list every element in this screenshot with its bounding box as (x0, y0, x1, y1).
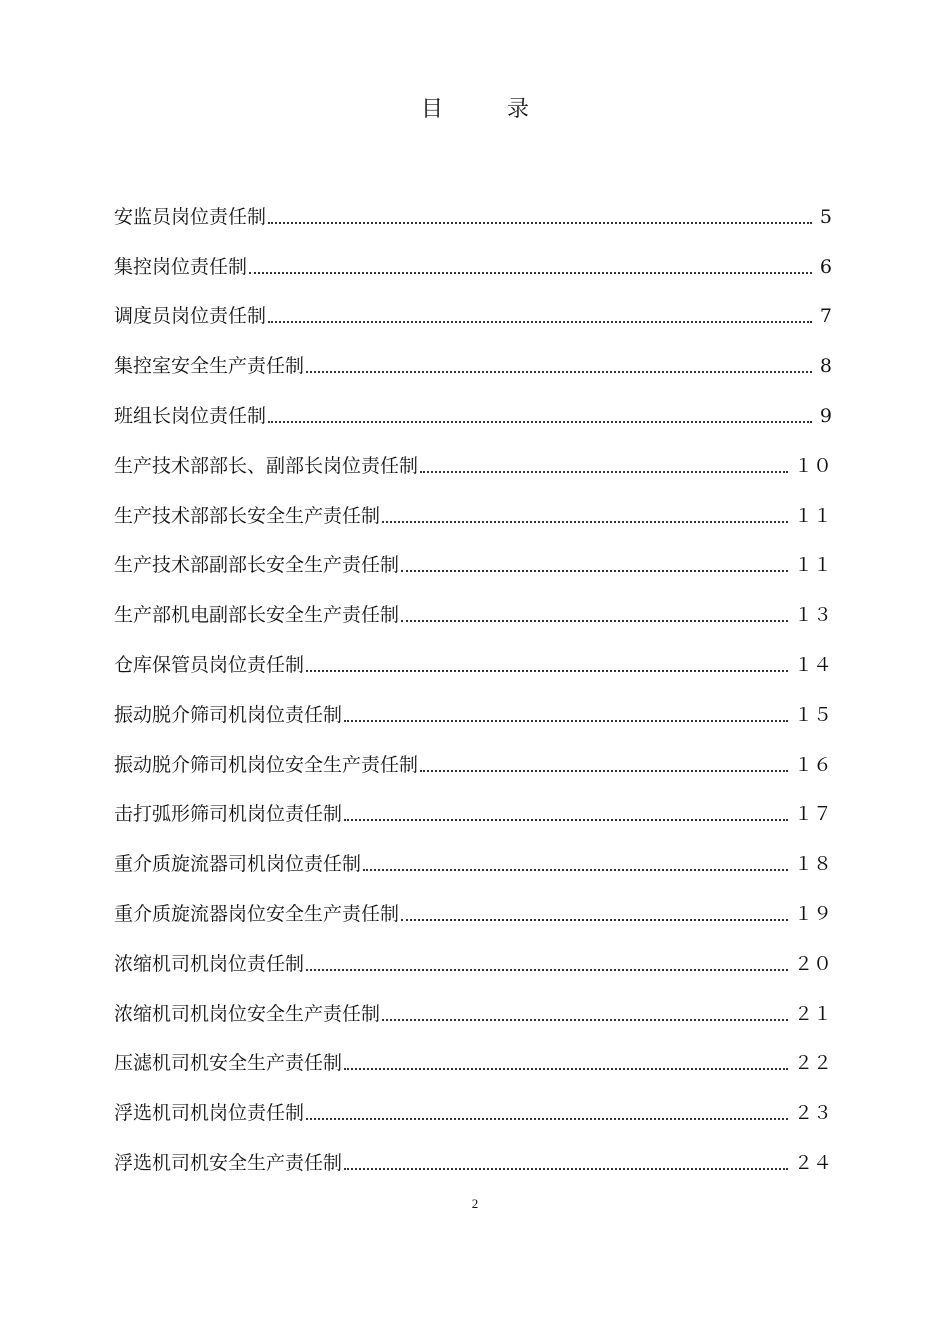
toc-entry[interactable] (114, 337, 832, 387)
toc-dot-leader (363, 869, 788, 871)
toc-entry-page-number: １０ (793, 454, 832, 477)
toc-entry[interactable] (114, 238, 832, 288)
toc-entry[interactable] (114, 188, 832, 238)
toc-entry-page-number: ２１ (793, 1002, 832, 1025)
toc-dot-leader (401, 919, 788, 921)
toc-entry-page-number: １１ (793, 504, 832, 527)
toc-entry-label: 调度员岗位责任制 (114, 305, 267, 328)
toc-entry[interactable] (114, 387, 832, 437)
toc-entry-page-number: ２３ (793, 1102, 832, 1125)
toc-entry-page-number: 5 (819, 205, 832, 228)
toc-entry[interactable] (114, 437, 832, 487)
toc-entry-label: 浮选机司机岗位责任制 (114, 1102, 305, 1125)
toc-entry-page-number: １８ (793, 853, 832, 876)
toc-entry-page-number: 6 (819, 255, 832, 278)
toc-entry-page-number: １３ (793, 604, 832, 627)
toc-entry[interactable] (114, 935, 832, 985)
toc-entry[interactable] (114, 835, 832, 885)
toc-dot-leader (401, 570, 788, 572)
toc-entry-page-number: １９ (793, 902, 832, 925)
toc-entry-label: 重介质旋流器司机岗位责任制 (114, 853, 362, 876)
toc-entry-page-number: １５ (793, 703, 832, 726)
toc-title-char-1: 目 (420, 97, 443, 122)
toc-entry[interactable] (114, 636, 832, 686)
toc-entry-label: 浮选机司机安全生产责任制 (114, 1151, 343, 1174)
toc-entry-label: 压滤机司机安全生产责任制 (114, 1052, 343, 1075)
toc-dot-leader (344, 819, 788, 821)
toc-entry[interactable] (114, 1035, 832, 1085)
toc-entry[interactable] (114, 736, 832, 786)
toc-list (114, 188, 832, 1184)
toc-entry[interactable] (114, 586, 832, 636)
toc-dot-leader (249, 272, 812, 274)
toc-entry[interactable] (114, 885, 832, 935)
toc-dot-leader (306, 1118, 788, 1120)
toc-entry-page-number: １７ (793, 803, 832, 826)
toc-dot-leader (268, 421, 812, 423)
toc-dot-leader (382, 521, 788, 523)
toc-entry-label: 浓缩机司机岗位责任制 (114, 952, 305, 975)
toc-entry[interactable] (114, 1134, 832, 1184)
toc-entry-page-number: １４ (793, 653, 832, 676)
toc-entry-label: 浓缩机司机岗位安全生产责任制 (114, 1002, 381, 1025)
toc-entry-label: 生产技术部部长、副部长岗位责任制 (114, 454, 419, 477)
toc-entry[interactable] (114, 288, 832, 338)
toc-entry-label: 振动脱介筛司机岗位责任制 (114, 703, 343, 726)
toc-entry-page-number: 9 (819, 404, 832, 427)
toc-entry-label: 仓库保管员岗位责任制 (114, 653, 305, 676)
toc-entry-page-number: 8 (819, 355, 832, 378)
toc-entry-page-number: ２０ (793, 952, 832, 975)
toc-dot-leader (306, 670, 788, 672)
toc-entry-label: 生产技术部副部长安全生产责任制 (114, 554, 400, 577)
toc-entry-label: 集控室安全生产责任制 (114, 355, 305, 378)
toc-entry-label: 安监员岗位责任制 (114, 205, 267, 228)
toc-entry-page-number: ２４ (793, 1151, 832, 1174)
toc-title-char-2: 录 (507, 97, 530, 122)
toc-entry-page-number: １１ (793, 554, 832, 577)
toc-dot-leader (344, 1168, 788, 1170)
toc-dot-leader (420, 770, 788, 772)
toc-entry-label: 击打弧形筛司机岗位责任制 (114, 803, 343, 826)
toc-dot-leader (420, 471, 788, 473)
toc-dot-leader (306, 371, 812, 373)
toc-dot-leader (344, 720, 788, 722)
toc-entry[interactable] (114, 786, 832, 836)
toc-dot-leader (401, 620, 788, 622)
toc-entry-label: 振动脱介筛司机岗位安全生产责任制 (114, 753, 419, 776)
toc-title (0, 92, 950, 123)
toc-entry-label: 生产部机电副部长安全生产责任制 (114, 604, 400, 627)
toc-entry[interactable] (114, 1084, 832, 1134)
toc-dot-leader (268, 222, 812, 224)
toc-entry[interactable] (114, 686, 832, 736)
toc-entry[interactable] (114, 537, 832, 587)
toc-entry-label: 生产技术部部长安全生产责任制 (114, 504, 381, 527)
toc-entry-label: 集控岗位责任制 (114, 255, 248, 278)
toc-entry-label: 班组长岗位责任制 (114, 404, 267, 427)
toc-entry-label: 重介质旋流器岗位安全生产责任制 (114, 902, 400, 925)
toc-entry-page-number: 7 (819, 305, 832, 328)
footer-page-number: 2 (471, 1196, 479, 1211)
toc-dot-leader (344, 1068, 788, 1070)
toc-dot-leader (306, 969, 788, 971)
toc-entry[interactable] (114, 487, 832, 537)
toc-dot-leader (382, 1019, 788, 1021)
toc-entry[interactable] (114, 985, 832, 1035)
toc-dot-leader (268, 321, 812, 323)
toc-entry-page-number: ２２ (793, 1052, 832, 1075)
toc-entry-page-number: １６ (793, 753, 832, 776)
